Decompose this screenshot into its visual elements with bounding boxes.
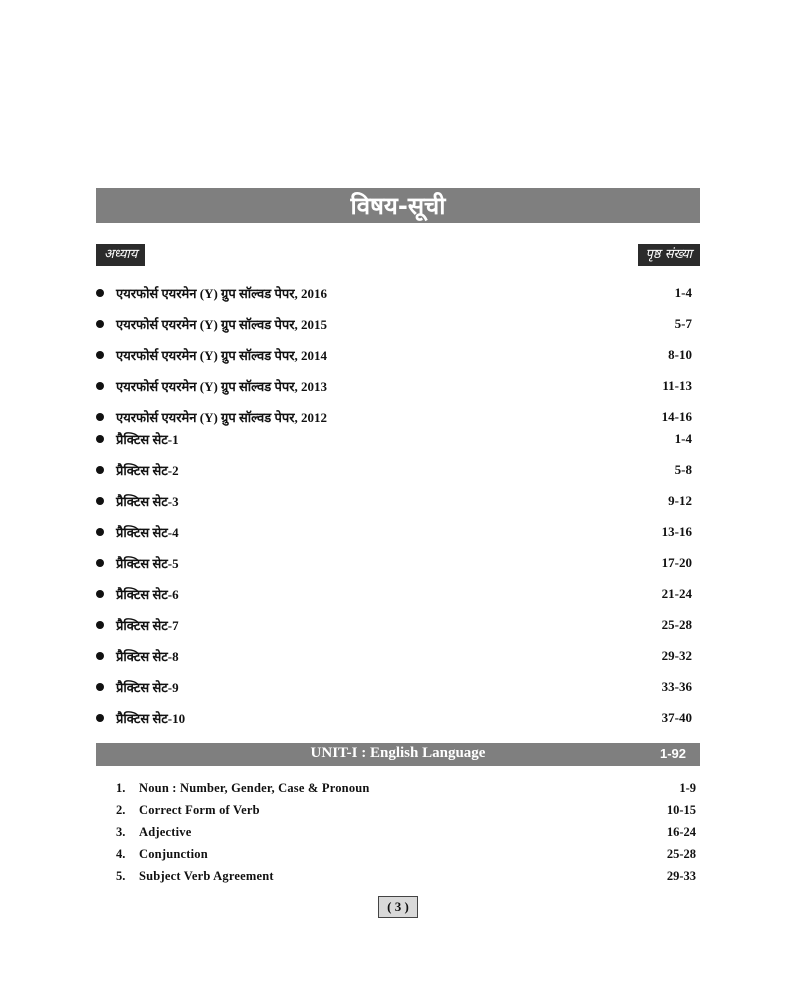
toc-row-title: प्रैक्टिस सेट-5	[116, 556, 179, 571]
toc-row-pages: 9-12	[668, 493, 692, 508]
chapter-row[interactable]	[116, 801, 696, 819]
toc-row-pages: 25-28	[661, 617, 692, 632]
toc-row-pages: 8-10	[668, 347, 692, 362]
toc-row-title: प्रैक्टिस सेट-10	[116, 711, 186, 726]
chapter-title: Noun : Number, Gender, Case & Pronoun	[139, 780, 370, 795]
chapter-row[interactable]	[116, 779, 696, 797]
toc-row-pages: 17-20	[661, 555, 692, 570]
toc-row-pages: 14-16	[661, 409, 692, 424]
bullet-icon	[96, 382, 104, 390]
chapter-title: Conjunction	[139, 846, 208, 861]
toc-row[interactable]	[96, 677, 692, 697]
toc-row-title: प्रैक्टिस सेट-8	[116, 649, 179, 664]
toc-row-pages: 5-7	[674, 316, 692, 331]
toc-row[interactable]	[96, 314, 692, 334]
chapter-title: Correct Form of Verb	[139, 802, 260, 817]
toc-row[interactable]	[96, 283, 692, 303]
toc-row-title: एयरफोर्स एयरमेन (Y) ग्रुप सॉल्वड पेपर, 2015	[116, 317, 328, 332]
bullet-icon	[96, 621, 104, 629]
chapter-pages: 16-24	[666, 824, 696, 839]
bullet-icon	[96, 590, 104, 598]
page-title: विषय-सूची	[350, 192, 446, 220]
bullet-icon	[96, 320, 104, 328]
toc-row-title: प्रैक्टिस सेट-6	[116, 587, 179, 602]
toc-row[interactable]	[96, 345, 692, 365]
bullet-icon	[96, 497, 104, 505]
toc-title-bar	[96, 188, 700, 223]
toc-row[interactable]	[96, 522, 692, 542]
chapter-pages: 25-28	[666, 846, 696, 861]
toc-row[interactable]	[96, 646, 692, 666]
toc-row-pages: 33-36	[661, 679, 692, 694]
chapter-pages: 29-33	[666, 868, 696, 883]
toc-row-pages: 1-4	[674, 431, 692, 446]
toc-row-title: एयरफोर्स एयरमेन (Y) ग्रुप सॉल्वड पेपर, 2012	[116, 410, 328, 425]
bullet-icon	[96, 528, 104, 536]
chapter-row[interactable]	[116, 845, 696, 863]
toc-row[interactable]	[96, 708, 692, 728]
toc-row[interactable]	[96, 429, 692, 449]
unit-pages: 1-92	[659, 746, 686, 761]
bullet-icon	[96, 435, 104, 443]
chapter-pages: 1-9	[679, 780, 696, 795]
chapter-pages: 10-15	[666, 802, 696, 817]
bullet-icon	[96, 683, 104, 691]
toc-row-pages: 5-8	[674, 462, 692, 477]
toc-row[interactable]	[96, 615, 692, 635]
toc-row-pages: 13-16	[661, 524, 692, 539]
unit-title: UNIT-I : English Language	[310, 745, 486, 761]
chapter-column-label: अध्याय	[96, 244, 145, 266]
chapter-number: 4.	[116, 846, 126, 861]
chapter-number: 2.	[116, 802, 126, 817]
bullet-icon	[96, 714, 104, 722]
toc-row-title: प्रैक्टिस सेट-4	[116, 525, 179, 540]
bullet-icon	[96, 559, 104, 567]
bullet-icon	[96, 351, 104, 359]
toc-row[interactable]	[96, 460, 692, 480]
toc-row-title: एयरफोर्स एयरमेन (Y) ग्रुप सॉल्वड पेपर, 2013	[116, 379, 328, 394]
bullet-icon	[96, 466, 104, 474]
page-column-label: पृष्ठ संख्या	[638, 244, 700, 266]
page-number: ( 3 )	[378, 896, 418, 918]
toc-row[interactable]	[96, 553, 692, 573]
chapter-number: 3.	[116, 824, 126, 839]
chapter-number: 1.	[116, 780, 126, 795]
chapter-title: Subject Verb Agreement	[139, 868, 274, 883]
bullet-icon	[96, 652, 104, 660]
toc-row-title: प्रैक्टिस सेट-7	[116, 618, 179, 633]
toc-row-title: प्रैक्टिस सेट-9	[116, 680, 179, 695]
toc-row[interactable]	[96, 407, 692, 427]
toc-row-title: प्रैक्टिस सेट-3	[116, 494, 179, 509]
toc-row-title: प्रैक्टिस सेट-2	[116, 463, 179, 478]
chapter-row[interactable]	[116, 823, 696, 841]
toc-row[interactable]	[96, 491, 692, 511]
unit-header-bar[interactable]	[96, 743, 700, 766]
chapter-number: 5.	[116, 868, 126, 883]
toc-row-pages: 37-40	[661, 710, 692, 725]
toc-row-pages: 29-32	[661, 648, 692, 663]
bullet-icon	[96, 289, 104, 297]
toc-row-title: प्रैक्टिस सेट-1	[116, 432, 179, 447]
chapter-row[interactable]	[116, 867, 696, 885]
toc-row[interactable]	[96, 376, 692, 396]
bullet-icon	[96, 413, 104, 421]
toc-row-title: एयरफोर्स एयरमेन (Y) ग्रुप सॉल्वड पेपर, 2016	[116, 286, 328, 301]
toc-row-title: एयरफोर्स एयरमेन (Y) ग्रुप सॉल्वड पेपर, 2014	[116, 348, 328, 363]
toc-row[interactable]	[96, 584, 692, 604]
toc-row-pages: 21-24	[661, 586, 692, 601]
toc-row-pages: 11-13	[662, 378, 692, 393]
chapter-title: Adjective	[139, 824, 192, 839]
toc-row-pages: 1-4	[674, 285, 692, 300]
